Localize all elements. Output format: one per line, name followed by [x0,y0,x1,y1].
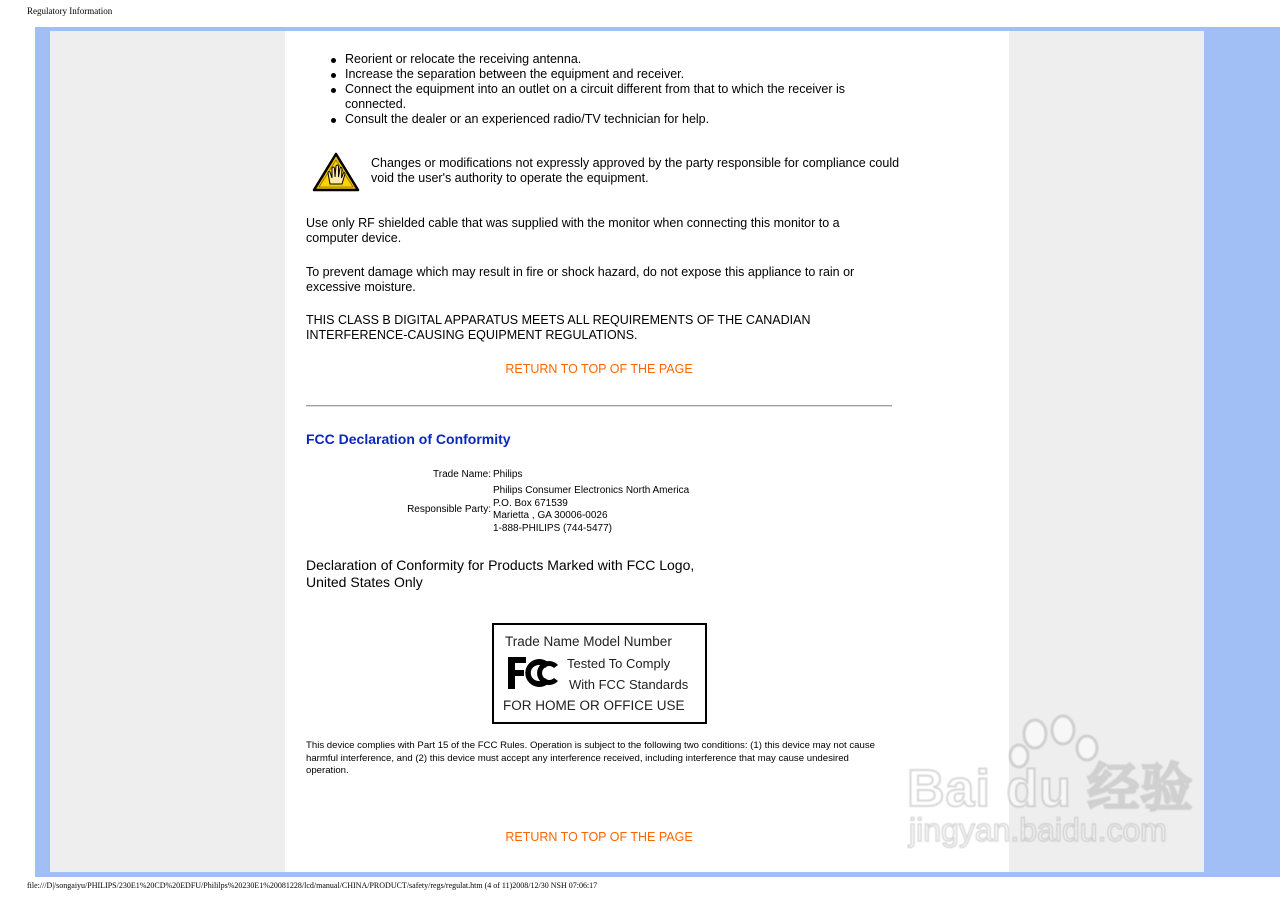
trade-name-label: Trade Name: [433,469,491,480]
return-to-top-link[interactable]: RETURN TO TOP OF THE PAGE [505,830,693,844]
address-line: Marietta , GA 30006-0026 [493,510,608,521]
baidu-watermark [905,712,1205,857]
list-item: Increase the separation between the equipment and receiver. [330,67,890,82]
address-line: Philips Consumer Electronics North America [493,485,690,496]
fcc-logo-line: With FCC Standards [569,677,689,692]
compliance-paragraph: This device complies with Part 15 of the FCC Rules. Operation is subject to the following two conditions: (1) this device may not cause harmful interference, and (2) this device must accept any interference received, including interference that may cause undesired operation. [306,740,875,776]
section-heading: FCC Declaration of Conformity [306,431,511,447]
class-b-paragraph: THIS CLASS B DIGITAL APPARATUS MEETS ALL REQUIREMENTS OF THE CANADIAN INTERFERENCE-CAUSING EQUIPMENT REGULATIONS. [306,313,811,342]
fire-hazard-paragraph: To prevent damage which may result in fire or shock hazard, do not expose this appliance to rain or excessive moisture. [306,265,855,294]
list-item: Connect the equipment into an outlet on a circuit different from that to which the receiver is connected. [330,82,890,112]
divider [306,405,892,407]
warning-hand-icon [311,151,361,193]
fcc-logo-line: FOR HOME OR OFFICE USE [503,698,685,713]
print-header: Regulatory Information [27,6,113,16]
warning-text: Changes or modifications not expressly approved by the party responsible for compliance could void the user's authority to operate the equipment. [371,156,900,185]
address-line: 1-888-PHILIPS (744-5477) [493,522,612,534]
left-margin-panel [50,31,285,872]
address-line: P.O. Box 671539 [493,497,568,509]
fcc-logo-icon [506,655,558,691]
list-item: Reorient or relocate the receiving antenna. [330,52,890,67]
return-to-top-link[interactable]: RETURN TO TOP OF THE PAGE [505,362,693,376]
list-item: Consult the dealer or an experienced radio/TV technician for help. [330,112,890,127]
fcc-logo-line: Trade Name Model Number [505,634,672,649]
fcc-logo-line: Tested To Comply [567,656,671,671]
fcc-logo-label [492,623,707,724]
document-content [285,31,1009,872]
suggestion-list [330,52,890,127]
responsible-party-label: Responsible Party: [407,504,491,515]
watermark-logo-text: Bai du 经验 [907,760,1194,818]
trade-name-value: Philips [493,469,523,480]
rf-cable-paragraph: Use only RF shielded cable that was supplied with the monitor when connecting this monitor to a computer device. [306,216,840,245]
watermark-url: jingyan.baidu.com [909,812,1167,848]
declaration-text: Declaration of Conformity for Products Marked with FCC Logo, United States Only [306,557,695,590]
print-footer: file:///D|/songaiyu/PHILIPS/230E1%20CD%20EDFU/Phililps%20230E1%20081228/lcd/manual/CHINA/PRODUCT/safety/regs/regulat.htm (4 of 11)2008/12/30 NSH 07:06:17 [27,881,598,890]
